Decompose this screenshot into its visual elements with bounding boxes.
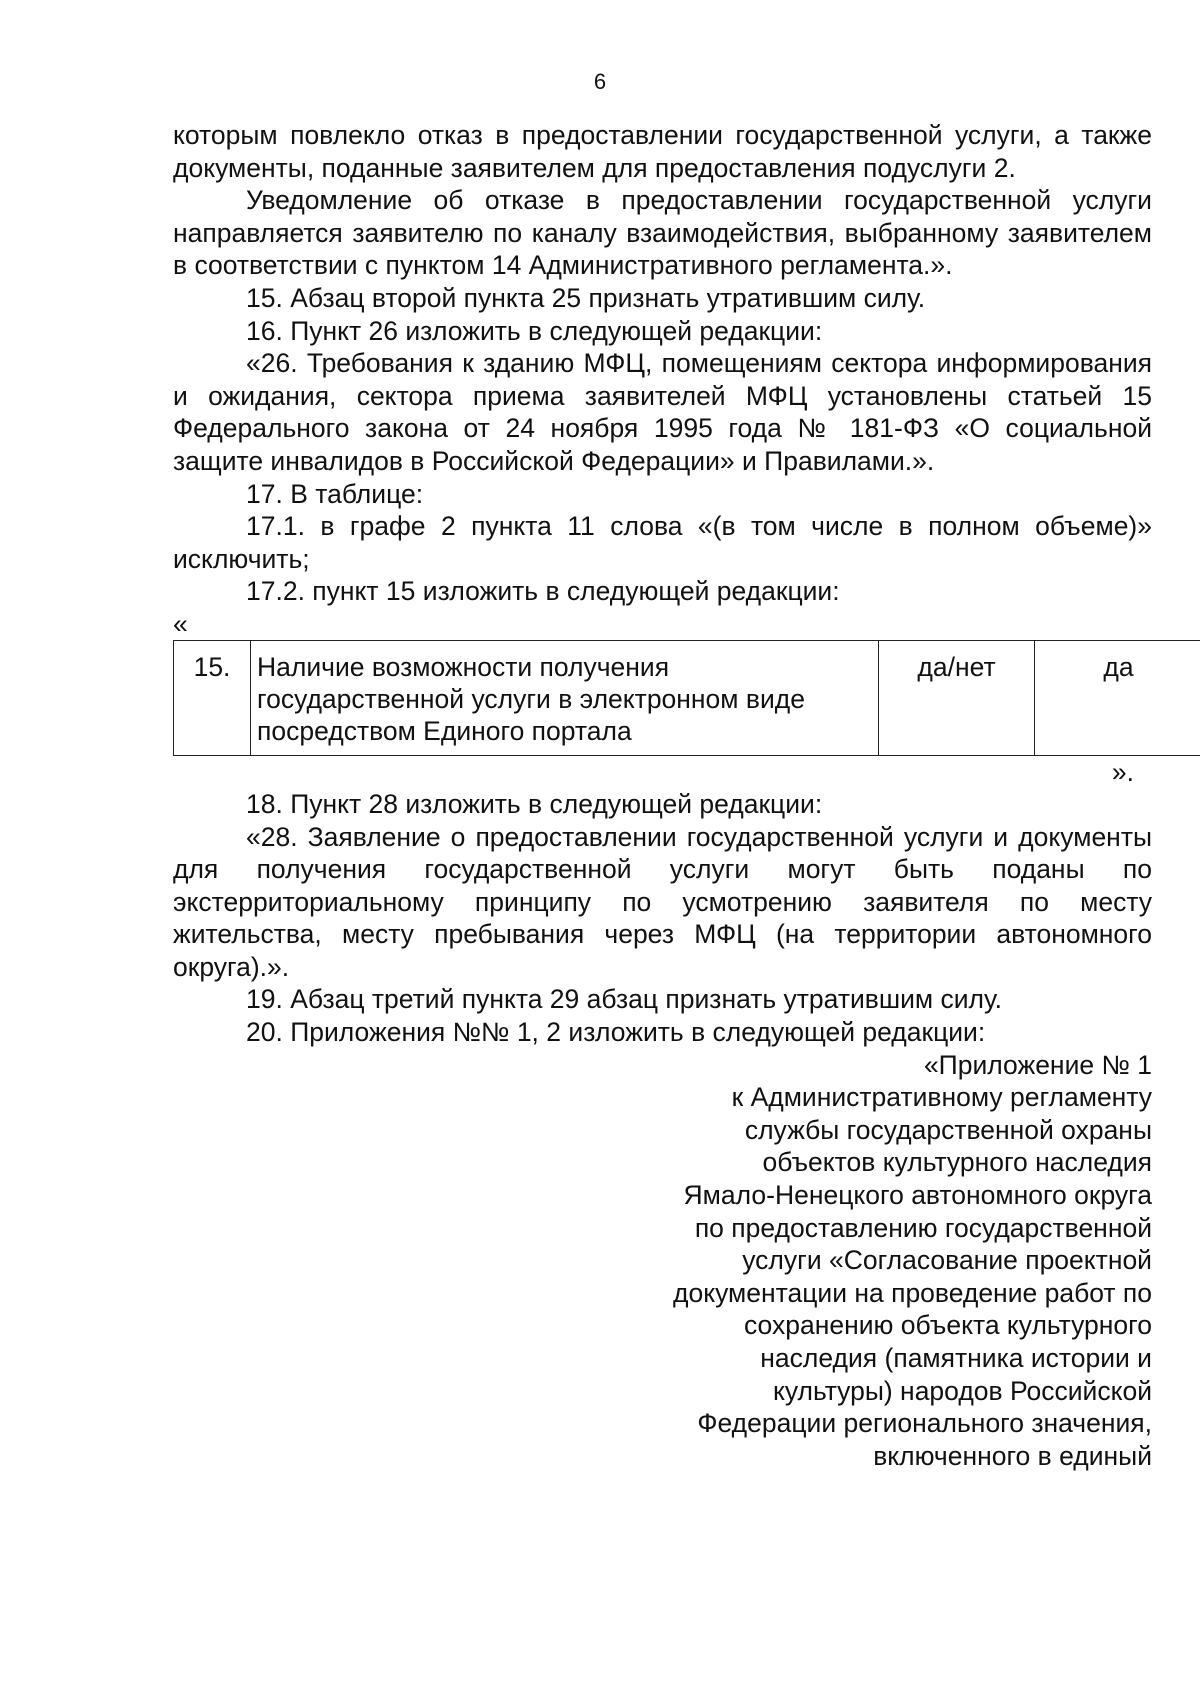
appendix-line: службы государственной охраны — [744, 1114, 1152, 1145]
paragraph-item-18: 18. Пункт 28 изложить в следующей редакции: — [246, 788, 823, 819]
paragraph-item-20: 20. Приложения №№ 1, 2 изложить в следующей редакции: — [246, 1017, 986, 1048]
document-body — [173, 119, 1152, 1472]
paragraph-refusal-notice: Уведомление об отказе в предоставлении государственной услуги направляется заявителю по каналу взаимодействия, выбранному заявителем в соответствии с пунктом 14 Административного регламента.». — [173, 185, 1152, 281]
paragraph-item-15: 15. Абзац второй пункта 25 признать утратившим силу. — [246, 282, 926, 313]
appendix-line: услуги «Согласование проектной — [742, 1245, 1152, 1276]
appendix-line: объектов культурного наследия — [762, 1147, 1152, 1178]
appendix-line: к Административному регламенту — [731, 1082, 1152, 1113]
page-number: 6 — [593, 69, 607, 94]
appendix-line: Федерации регионального значения, — [697, 1408, 1152, 1439]
paragraph-clause-26: «26. Требования к зданию МФЦ, помещениям сектора информирования и ожидания, сектора приема заявителей МФЦ установлены статьей 15 Федерального закона от 24 ноября 1995 года № 181-ФЗ «О социальной защите инвалидов в Российской Федерации» и Правилами.». — [173, 348, 1152, 476]
appendix-line: документации на проведение работ по — [673, 1277, 1152, 1308]
appendix-line: «Приложение № 1 — [923, 1049, 1152, 1080]
paragraph-item-19: 19. Абзац третий пункта 29 абзац признать утратившим силу. — [246, 984, 1002, 1015]
appendix-line: наследия (памятника истории и — [760, 1343, 1152, 1373]
table-open-quote: « — [173, 608, 188, 639]
paragraph-refusal-docs: которым повлекло отказ в предоставлении государственной услуги, а также документы, поданные заявителем для предоставления подуслуги 2. — [173, 120, 1152, 183]
paragraph-item-17: 17. В таблице: — [246, 478, 424, 509]
table-cell-number: 15. — [174, 640, 251, 755]
paragraph-item-17-2: 17.2. пункт 15 изложить в следующей редакции: — [246, 576, 840, 607]
table-cell-unit: да/нет — [879, 640, 1035, 755]
appendix-header — [173, 1049, 1152, 1473]
table-cell-value: да — [1035, 640, 1200, 755]
table-close-quote: ». — [1111, 756, 1134, 787]
service-indicator-table — [173, 640, 1200, 756]
appendix-line: культуры) народов Российской — [772, 1375, 1152, 1406]
appendix-line: Ямало-Ненецкого автономного округа — [683, 1180, 1152, 1211]
appendix-line: по предоставлению государственной — [694, 1212, 1152, 1243]
paragraph-clause-28: «28. Заявление о предоставлении государственной услуги и документы для получения государственной услуги могут быть поданы по экстерриториальному принципу по усмотрению заявителя по месту жительства, месту пребывания через МФЦ (на территории автономного округа).». — [173, 821, 1152, 982]
table-row — [174, 640, 1200, 755]
paragraph-item-16: 16. Пункт 26 изложить в следующей редакции: — [246, 315, 823, 346]
appendix-line: сохранению объекта культурного — [743, 1310, 1152, 1341]
table-cell-name: Наличие возможности получения государственной услуги в электронном виде посредством Единого портала — [251, 640, 879, 755]
paragraph-item-17-1: 17.1. в графе 2 пункта 11 слова «(в том числе в полном объеме)» исключить; — [173, 511, 1152, 574]
appendix-line: включенного в единый — [873, 1440, 1152, 1471]
